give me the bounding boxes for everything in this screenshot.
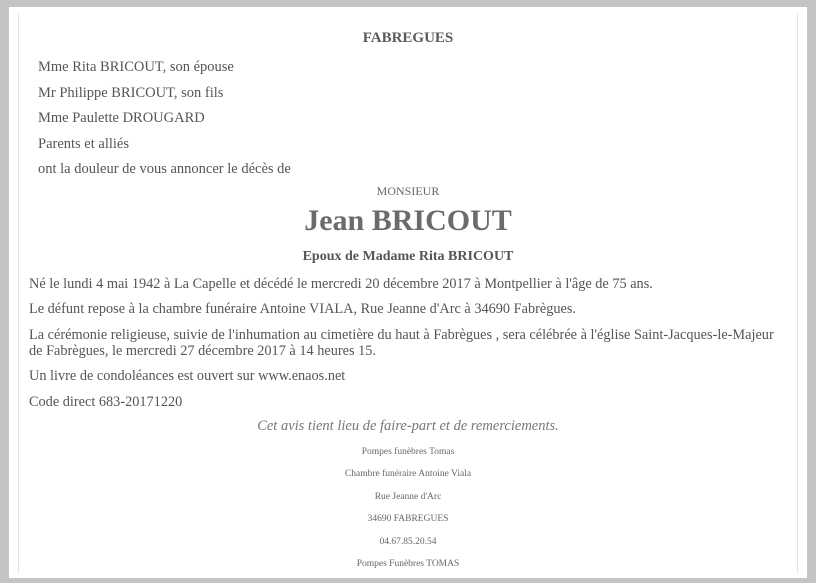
notice-panel <box>18 14 798 573</box>
rest-place-paragraph: Le défunt repose à la chambre funéraire Antoine VIALA, Rue Jeanne d'Arc à 34690 Fabrègues. <box>29 301 576 317</box>
spouse-line: Epoux de Madame Rita BRICOUT <box>302 249 514 264</box>
family-line: Mr Philippe BRICOUT, son fils <box>38 85 224 101</box>
footer-phone: 04.67.85.20.54 <box>379 537 437 547</box>
closing-note: Cet avis tient lieu de faire-part et de remerciements. <box>257 418 559 434</box>
family-line: Parents et alliés <box>38 136 130 152</box>
family-line: Mme Rita BRICOUT, son épouse <box>38 59 234 75</box>
civility-label: MONSIEUR <box>376 184 440 198</box>
footer-line: Rue Jeanne d'Arc <box>374 492 442 502</box>
announcement-line: ont la douleur de vous annoncer le décès de <box>38 161 291 177</box>
footer-line: Pompes funèbres Tomas <box>361 447 455 457</box>
notice-location-heading: FABREGUES <box>362 30 454 46</box>
footer-line: 34690 FABREGUES <box>367 514 449 524</box>
ceremony-paragraph: La cérémonie religieuse, suivie de l'inhumation au cimetière du haut à Fabrègues , sera célébrée à l'église Saint-Jacques-le-Majeur de Fabrègues, le mercredi 27 décembre 2017 à 14 heures 15. <box>29 327 774 359</box>
deceased-name: Jean BRICOUT <box>304 204 512 237</box>
direct-code: Code direct 683-20171220 <box>29 394 183 410</box>
footer-line: Pompes Funèbres TOMAS <box>356 559 460 569</box>
footer-line: Chambre funéraire Antoine Viala <box>344 469 472 479</box>
birth-death-paragraph: Né le lundi 4 mai 1942 à La Capelle et décédé le mercredi 20 décembre 2017 à Montpellier à l'âge de 75 ans. <box>29 276 653 292</box>
family-line: Mme Paulette DROUGARD <box>38 110 205 126</box>
condolences-paragraph: Un livre de condoléances est ouvert sur www.enaos.net <box>29 368 346 384</box>
